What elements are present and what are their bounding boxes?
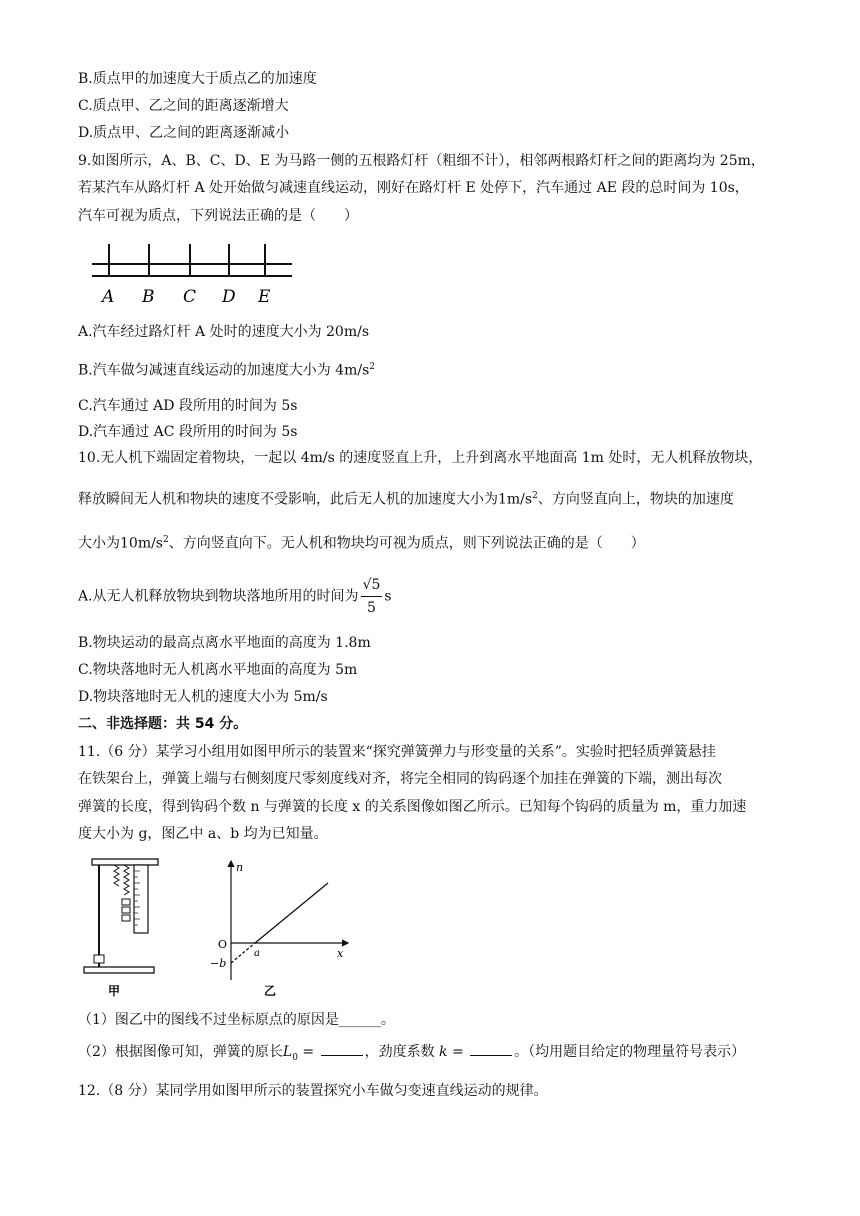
q11-subquestion-1: （1）图乙中的图线不过坐标原点的原因是______。: [78, 1012, 395, 1028]
figure-yi-label: 乙: [264, 984, 277, 998]
q9-option-a: A.汽车经过路灯杆 A 处时的速度大小为 20m/s: [78, 324, 370, 340]
q9-stem-line3: 汽车可视为质点，下列说法正确的是（ ）: [78, 208, 358, 224]
q8-option-c: C.质点甲、乙之间的距离逐渐增大: [78, 98, 289, 114]
pole-label-c: C: [183, 287, 197, 307]
fraction-sqrt5-over-5: $\frac{√5}{5}$: [361, 574, 383, 619]
q10-option-d: D.物块落地时无人机的速度大小为 5m/s: [78, 689, 328, 705]
q11-stem-line4: 度大小为 g，图乙中 a、b 均为已知量。: [78, 826, 328, 842]
q12-stem-line1: 12.（8 分）某同学用如图甲所示的装置探究小车做匀变速直线运动的规律。: [78, 1083, 548, 1099]
q9-option-d: D.汽车通过 AC 段所用的时间为 5s: [78, 424, 298, 440]
q9-option-b: B.汽车做匀减速直线运动的加速度大小为 $4m/s^2$: [78, 362, 376, 379]
q10-stem-line2: 释放瞬间无人机和物块的速度不受影响，此后无人机的加速度大小为$1m/s^2$、方向竖直向上，物块的加速度: [78, 491, 734, 508]
q10-stem-line3: 大小为$10m/s^2$、方向竖直向下。无人机和物块均可视为质点，则下列说法正确的是（ ）: [78, 535, 645, 552]
figure-jia-label: 甲: [108, 984, 121, 998]
q10-option-c: C.物块落地时无人机离水平地面的高度为 5m: [78, 662, 358, 678]
graph-origin-label: O: [218, 938, 228, 951]
graph-axis-x-label: x: [337, 947, 344, 960]
graph-a-label: a: [254, 948, 260, 959]
pole-label-e: E: [258, 287, 271, 307]
q9-stem-line2: 若某汽车从路灯杆 A 处开始做匀减速直线运动，刚好在路灯杆 E 处停下，汽车通过 AE 段的总时间为 10s，: [78, 180, 749, 196]
q11-stem-line2: 在铁架台上，弹簧上端与右侧刻度尺零刻度线对齐，将完全相同的钩码逐个加挂在弹簧的下端，测出每次: [78, 771, 722, 787]
q8-option-b: B.质点甲的加速度大于质点乙的加速度: [78, 71, 317, 87]
q11-subquestion-2: （2）根据图像可知，弹簧的原长$L_0$ = ，劲度系数 k = 。（均用题目给定的物理量符号表示）: [78, 1041, 745, 1068]
q11-stem-line3: 弹簧的长度，得到钩码个数 n 与弹簧的长度 x 的关系图像如图乙所示。已知每个钩码的质量为 m，重力加速: [78, 799, 747, 815]
q10-stem-line1: 10.无人机下端固定着物块，一起以 4m/s 的速度竖直上升，上升到离水平地面高 1m 处时，无人机释放物块，: [78, 450, 763, 466]
pole-label-b: B: [142, 287, 155, 307]
q8-option-d: D.质点甲、乙之间的距离逐渐减小: [78, 125, 290, 141]
q9-stem-line1: 9.如图所示，A、B、C、D、E 为马路一侧的五根路灯杆（粗细不计），相邻两根路灯杆之间的距离均为 25m，: [78, 153, 765, 169]
pole-label-d: D: [222, 287, 236, 307]
section-heading: 二、非选择题：共 54 分。: [78, 716, 248, 732]
q11-stem-line1: 11.（6 分）某学习小组用如图甲所示的装置来“探究弹簧弹力与形变量的关系”。实验时把轻质弹簧悬挂: [78, 744, 716, 760]
blank-original-length: [321, 1041, 363, 1056]
blank-spring-constant: [470, 1041, 512, 1056]
graph-axis-n-label: n: [236, 861, 244, 874]
lamp-post-figure: [90, 240, 300, 310]
q10-option-b: B.物块运动的最高点离水平地面的高度为 1.8m: [78, 635, 371, 651]
q10-option-a: A.从无人机释放物块到物块落地所用的时间为 $\frac{√5}{5}$ s: [78, 574, 392, 619]
pole-label-a: A: [102, 287, 115, 307]
spring-stand-figure: [82, 855, 162, 1000]
q9-option-c: C.汽车通过 AD 段所用的时间为 5s: [78, 398, 298, 414]
n-x-graph-figure: [200, 855, 360, 1000]
graph-minus-b-label: −b: [210, 957, 227, 970]
